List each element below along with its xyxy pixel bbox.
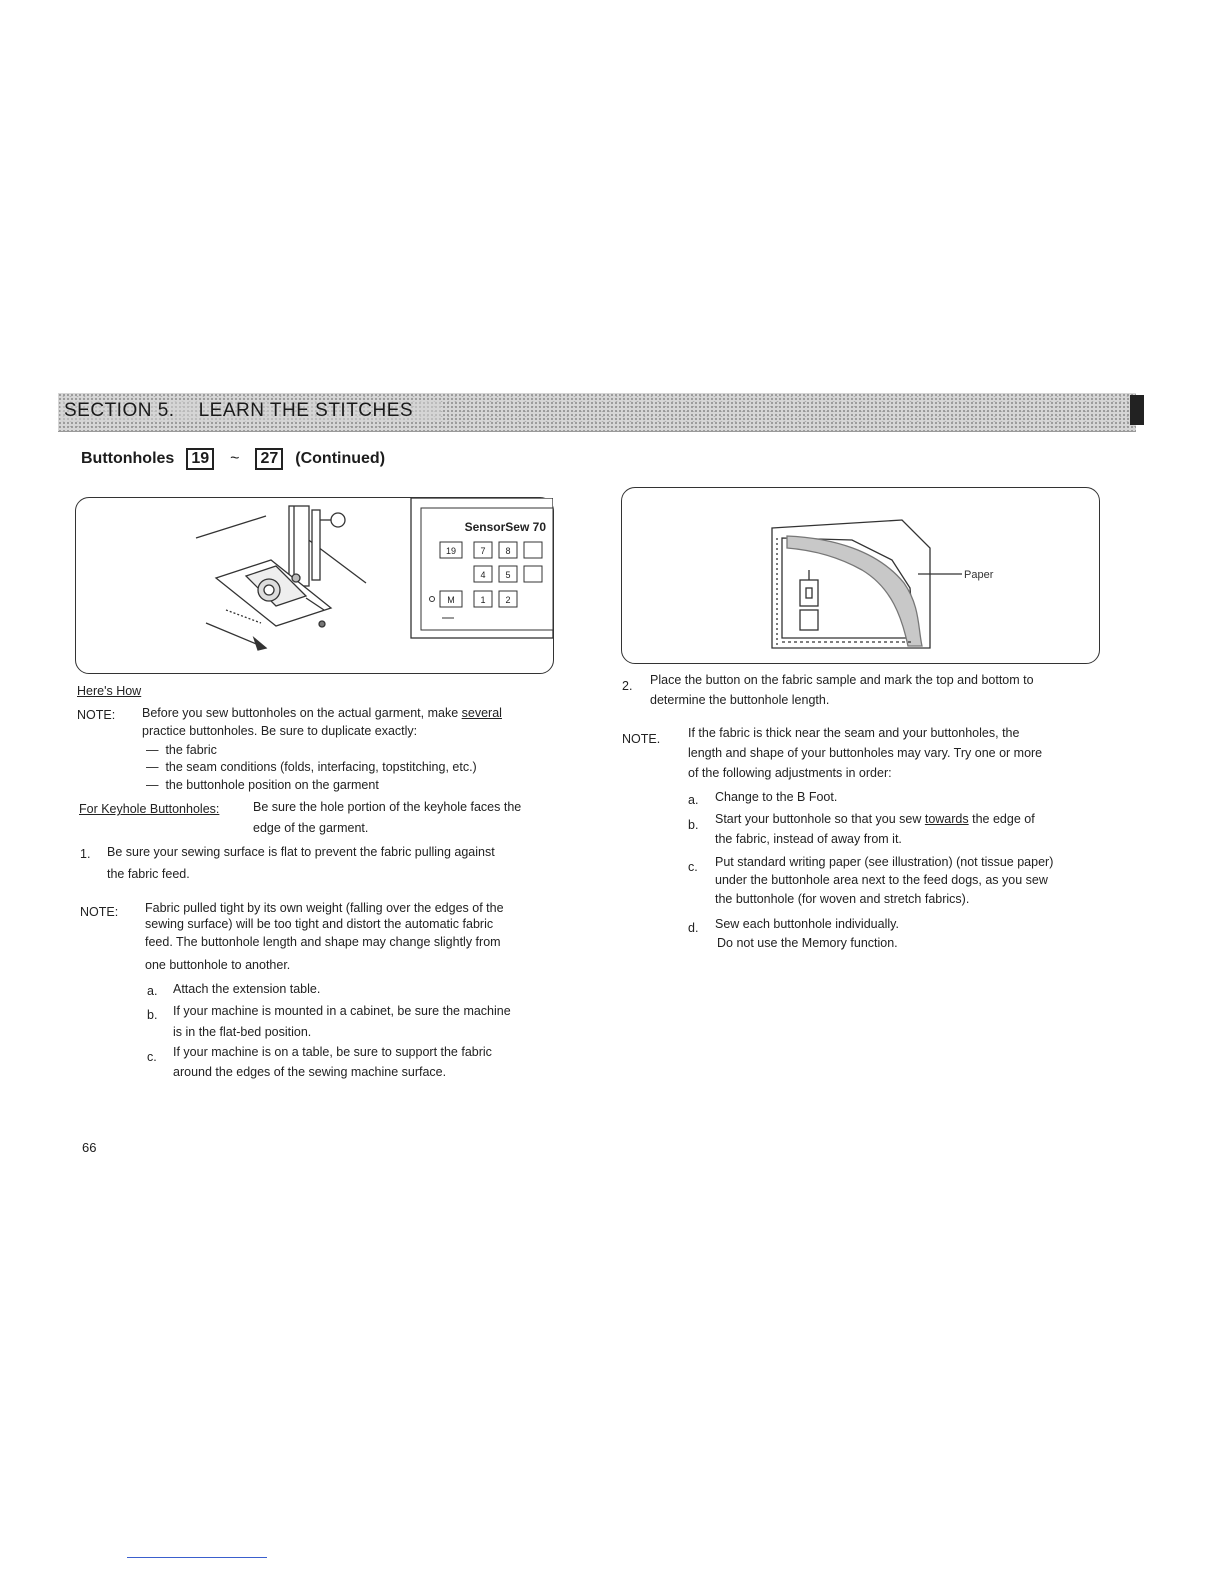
note1-item-seam: — the seam conditions (folds, interfacing, topstitching, etc.)	[146, 760, 477, 774]
note1-line2: practice buttonholes. Be sure to duplicate exactly:	[142, 724, 418, 738]
step2-line2: determine the buttonhole length.	[650, 693, 830, 707]
heading-suffix: (Continued)	[295, 450, 386, 467]
note2-a-text: Attach the extension table.	[173, 982, 321, 996]
note3-b-line2: the fabric, instead of away from it.	[715, 832, 902, 846]
note3-line2: length and shape of your buttonholes may vary. Try one or more	[688, 746, 1043, 760]
keyhole-line2: edge of the garment.	[253, 821, 369, 835]
note3-b-line1	[715, 809, 1035, 829]
step1-number: 1.	[80, 847, 91, 861]
note2-c-line2: around the edges of the sewing machine surface.	[173, 1065, 447, 1079]
footer-rule	[127, 1557, 267, 1558]
note2-b-letter: b.	[147, 1008, 158, 1022]
note2-c-letter: c.	[147, 1050, 157, 1064]
note1-item-position: — the buttonhole position on the garment	[146, 778, 379, 792]
note3-d-line1: Sew each buttonhole individually.	[715, 917, 899, 931]
note2-line2: sewing surface) will be too tight and distort the automatic fabric	[145, 917, 494, 931]
panel-key-5: 5	[505, 570, 511, 580]
note1-line1	[142, 703, 502, 723]
paper-label: Paper	[964, 569, 994, 581]
keyhole-label: For Keyhole Buttonholes:	[79, 802, 220, 816]
panel-key-4: 4	[480, 570, 486, 580]
panel-key-8: 8	[505, 546, 511, 556]
paper-illustration	[622, 488, 1099, 663]
note3-tag: NOTE.	[622, 732, 661, 746]
note2-c-line1: If your machine is on a table, be sure to support the fabric	[173, 1045, 492, 1059]
note3-b-line1-start: Start your buttonhole so that you sew	[715, 812, 922, 826]
heading-range-sep: ~	[230, 450, 240, 467]
figure-paper	[621, 487, 1100, 664]
note3-d-letter: d.	[688, 921, 699, 935]
note3-c-line3: the buttonhole (for woven and stretch fabrics).	[715, 892, 970, 906]
panel-key-7: 7	[480, 546, 486, 556]
note2-line1: Fabric pulled tight by its own weight (falling over the edges of the	[145, 901, 504, 915]
note2-line4: one buttonhole to another.	[145, 958, 291, 972]
note3-line3: of the following adjustments in order:	[688, 766, 892, 780]
note3-c-line1: Put standard writing paper (see illustration) (not tissue paper)	[715, 855, 1054, 869]
step2-number: 2.	[622, 679, 633, 693]
panel-key-19: 19	[445, 546, 457, 556]
note2-b-line1: If your machine is mounted in a cabinet, be sure the machine	[173, 1004, 511, 1018]
step2-line1: Place the button on the fabric sample and mark the top and bottom to	[650, 673, 1034, 687]
stitch-number-27: 27	[255, 448, 283, 470]
note1-item-fabric: — the fabric	[146, 743, 217, 757]
page-heading	[81, 448, 385, 470]
note1-item-fabric-text: the fabric	[165, 743, 217, 757]
presser-foot-illustration	[76, 498, 553, 673]
note2-a-letter: a.	[147, 984, 158, 998]
note3-b-line1-end: the edge of	[972, 812, 1035, 826]
panel-key-m: M	[447, 595, 455, 605]
step1-line1: Be sure your sewing surface is flat to prevent the fabric pulling against	[107, 845, 495, 859]
step1-line2: the fabric feed.	[107, 867, 190, 881]
note1-item-seam-text: the seam conditions (folds, interfacing, topstitching, etc.)	[165, 760, 477, 774]
note3-b-letter: b.	[688, 818, 699, 832]
section-name: LEARN THE STITCHES	[198, 400, 414, 421]
keyhole-line1: Be sure the hole portion of the keyhole faces the	[253, 800, 522, 814]
note1-line1-text: Before you sew buttonholes on the actual garment, make	[142, 706, 459, 720]
control-panel	[411, 498, 553, 638]
note3-c-line2: under the buttonhole area next to the feed dogs, as you sew	[715, 873, 1048, 887]
note3-d-line2: Do not use the Memory function.	[717, 936, 898, 950]
panel-key-2: 2	[505, 595, 511, 605]
panel-key-1: 1	[480, 595, 486, 605]
note2-b-line2: is in the flat-bed position.	[173, 1025, 312, 1039]
section-thumb-tab	[1130, 395, 1144, 425]
note3-c-letter: c.	[688, 860, 698, 874]
note3-a-letter: a.	[688, 793, 699, 807]
note1-emphasis-several: several	[461, 706, 502, 720]
note3-a-text: Change to the B Foot.	[715, 790, 838, 804]
figure-presser-foot	[75, 497, 554, 674]
note1-item-position-text: the buttonhole position on the garment	[165, 778, 379, 792]
brand-label: SensorSew 70	[464, 520, 546, 534]
note2-line3: feed. The buttonhole length and shape may change slightly from	[145, 935, 501, 949]
note3-line1: If the fabric is thick near the seam and your buttonholes, the	[688, 726, 1020, 740]
section-title	[60, 400, 441, 422]
heading-label: Buttonholes	[81, 450, 175, 467]
note1-tag: NOTE:	[77, 708, 116, 722]
page-number: 66	[82, 1140, 97, 1155]
stitch-number-19: 19	[186, 448, 214, 470]
note3-emphasis-towards: towards	[924, 812, 969, 826]
heres-how-heading: Here's How	[77, 684, 142, 698]
note2-tag: NOTE:	[80, 905, 119, 919]
section-number: SECTION 5.	[64, 400, 175, 421]
